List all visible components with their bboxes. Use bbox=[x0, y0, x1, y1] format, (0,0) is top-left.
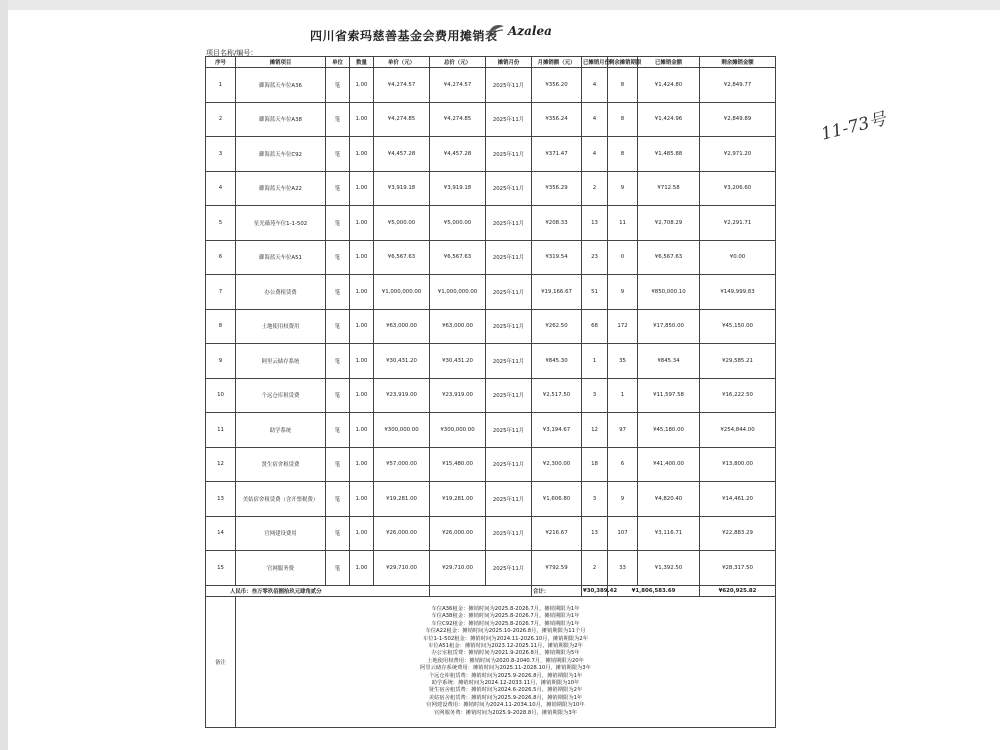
table-cell: 御海蓝天车位A38 bbox=[236, 102, 326, 137]
flower-logo-icon bbox=[486, 22, 506, 38]
column-header: 剩余摊销金额 bbox=[700, 57, 776, 68]
table-cell: ¥63,000.00 bbox=[374, 309, 430, 344]
table-cell: 笔 bbox=[326, 413, 350, 448]
table-cell: 笔 bbox=[326, 378, 350, 413]
table-cell: ¥4,274.57 bbox=[430, 68, 486, 103]
table-cell: ¥57,000.00 bbox=[374, 447, 430, 482]
table-cell: 星光薇苑车位1-1-502 bbox=[236, 206, 326, 241]
table-cell: 2025年11月 bbox=[486, 275, 532, 310]
remark-line: 阿里云储存系统费用：摊销时间为2025.11-2028.10月，摊销期限为3年 bbox=[420, 665, 591, 672]
table-cell: ¥19,281.00 bbox=[430, 482, 486, 517]
table-cell: ¥792.59 bbox=[532, 551, 582, 586]
total-amount-in-words: 人民币：叁万零玖佰捌拾玖元肆角贰分 bbox=[206, 585, 430, 596]
table-header-row bbox=[206, 57, 776, 68]
table-cell: ¥4,820.40 bbox=[638, 482, 700, 517]
table-cell: ¥11,597.58 bbox=[638, 378, 700, 413]
table-cell: 2025年11月 bbox=[486, 516, 532, 551]
column-header: 剩余摊销期限 bbox=[608, 57, 638, 68]
column-header: 单位 bbox=[326, 57, 350, 68]
table-cell: ¥850,000.10 bbox=[638, 275, 700, 310]
table-cell: ¥29,585.21 bbox=[700, 344, 776, 379]
table-cell: ¥22,883.29 bbox=[700, 516, 776, 551]
table-cell: 官网建设费用 bbox=[236, 516, 326, 551]
total-remaining-amount: ¥620,925.82 bbox=[700, 585, 776, 596]
table-cell: 13 bbox=[206, 482, 236, 517]
table-cell: 2025年11月 bbox=[486, 240, 532, 275]
table-cell: ¥41,400.00 bbox=[638, 447, 700, 482]
table-cell: 笔 bbox=[326, 275, 350, 310]
remark-notes bbox=[236, 596, 776, 727]
table-cell: ¥63,000.00 bbox=[430, 309, 486, 344]
table-cell: ¥3,116.71 bbox=[638, 516, 700, 551]
table-cell: ¥1,392.50 bbox=[638, 551, 700, 586]
remark-label: 备注 bbox=[206, 596, 236, 727]
table-cell: 7 bbox=[206, 275, 236, 310]
table-row bbox=[206, 171, 776, 206]
table-cell: 御海蓝天车位C92 bbox=[236, 137, 326, 172]
table-cell: 2 bbox=[206, 102, 236, 137]
table-cell: 笔 bbox=[326, 102, 350, 137]
table-cell: 美姑宿舍租赁费（含开票税费） bbox=[236, 482, 326, 517]
document-title: 四川省索玛慈善基金会费用摊销表 bbox=[310, 29, 498, 43]
remark-line: 助学系统：摊销时间为2024.12-2033.11月，摊销期限为10年 bbox=[431, 680, 580, 687]
table-cell: 2 bbox=[582, 171, 608, 206]
remark-line: 美姑宿舍租赁费：摊销时间为2025.9-2026.8月，摊销期限为1年 bbox=[428, 694, 583, 701]
table-cell: ¥6,567.63 bbox=[374, 240, 430, 275]
table-cell: ¥45,180.00 bbox=[638, 413, 700, 448]
table-cell: 1.00 bbox=[350, 378, 374, 413]
table-cell: ¥2,971.20 bbox=[700, 137, 776, 172]
table-row bbox=[206, 516, 776, 551]
table-cell: 2025年11月 bbox=[486, 102, 532, 137]
table-cell: ¥1,424.96 bbox=[638, 102, 700, 137]
table-cell: ¥300,000.00 bbox=[430, 413, 486, 448]
table-cell: 9 bbox=[608, 171, 638, 206]
table-cell: 6 bbox=[206, 240, 236, 275]
table-cell: 笔 bbox=[326, 551, 350, 586]
amortization-table bbox=[205, 56, 776, 728]
table-cell: ¥2,849.89 bbox=[700, 102, 776, 137]
table-cell: ¥19,166.67 bbox=[532, 275, 582, 310]
remark-row bbox=[206, 596, 776, 727]
table-cell: ¥14,461.20 bbox=[700, 482, 776, 517]
table-cell: ¥2,517.50 bbox=[532, 378, 582, 413]
table-cell: 2025年11月 bbox=[486, 447, 532, 482]
table-cell: 9 bbox=[608, 482, 638, 517]
table-cell: 68 bbox=[582, 309, 608, 344]
table-cell: 1.00 bbox=[350, 447, 374, 482]
table-cell: 3 bbox=[582, 482, 608, 517]
table-cell: 35 bbox=[608, 344, 638, 379]
table-cell: 1.00 bbox=[350, 309, 374, 344]
table-cell: 1.00 bbox=[350, 206, 374, 241]
table-cell: ¥29,710.00 bbox=[430, 551, 486, 586]
table-cell: 2025年11月 bbox=[486, 344, 532, 379]
table-cell: ¥19,281.00 bbox=[374, 482, 430, 517]
table-cell: 2025年11月 bbox=[486, 482, 532, 517]
table-cell: 2025年11月 bbox=[486, 551, 532, 586]
table-cell: ¥2,708.29 bbox=[638, 206, 700, 241]
table-cell: 1 bbox=[608, 378, 638, 413]
project-label: 项目名称/编号： bbox=[206, 49, 258, 57]
table-cell: 4 bbox=[582, 102, 608, 137]
table-cell: 笔 bbox=[326, 68, 350, 103]
table-cell: 13 bbox=[582, 206, 608, 241]
table-cell: ¥1,606.80 bbox=[532, 482, 582, 517]
table-cell: 8 bbox=[608, 102, 638, 137]
table-cell: 2025年11月 bbox=[486, 413, 532, 448]
table-cell: 笔 bbox=[326, 309, 350, 344]
table-cell: 9 bbox=[206, 344, 236, 379]
table-cell: 23 bbox=[582, 240, 608, 275]
table-cell: 2025年11月 bbox=[486, 206, 532, 241]
table-cell: 助学系统 bbox=[236, 413, 326, 448]
table-cell: 1.00 bbox=[350, 68, 374, 103]
table-cell: 0 bbox=[608, 240, 638, 275]
table-cell: ¥29,710.00 bbox=[374, 551, 430, 586]
remark-line: 车位A36租金：摊销时间为2025.8-2026.7月，摊销期限为1年 bbox=[431, 605, 580, 612]
table-cell: 2025年11月 bbox=[486, 309, 532, 344]
azalea-logo bbox=[486, 20, 576, 42]
table-cell: ¥4,274.57 bbox=[374, 68, 430, 103]
table-cell: 御海蓝天车位A51 bbox=[236, 240, 326, 275]
column-header: 数量 bbox=[350, 57, 374, 68]
table-cell: ¥4,274.85 bbox=[430, 102, 486, 137]
table-cell: ¥15,480.00 bbox=[430, 447, 486, 482]
table-cell: 3 bbox=[206, 137, 236, 172]
table-cell: ¥5,000.00 bbox=[430, 206, 486, 241]
table-cell: 御海蓝天车位A36 bbox=[236, 68, 326, 103]
table-cell: ¥254,844.00 bbox=[700, 413, 776, 448]
table-cell: 1.00 bbox=[350, 275, 374, 310]
total-spacer bbox=[430, 585, 532, 596]
table-row bbox=[206, 551, 776, 586]
total-sum-label: 合计： bbox=[532, 585, 582, 596]
scan-border-left bbox=[0, 0, 8, 750]
table-cell: ¥149,999.83 bbox=[700, 275, 776, 310]
table-cell: ¥2,300.00 bbox=[532, 447, 582, 482]
table-cell: ¥1,000,000.00 bbox=[374, 275, 430, 310]
total-amortized-amount: ¥1,806,583.69 bbox=[608, 585, 700, 596]
table-cell: 4 bbox=[206, 171, 236, 206]
table-cell: ¥30,431.20 bbox=[374, 344, 430, 379]
table-cell: ¥712.58 bbox=[638, 171, 700, 206]
table-cell: ¥216.67 bbox=[532, 516, 582, 551]
table-row bbox=[206, 240, 776, 275]
table-cell: ¥356.29 bbox=[532, 171, 582, 206]
table-cell: 3 bbox=[582, 378, 608, 413]
table-row bbox=[206, 137, 776, 172]
remark-line: 官网服务费：摊销时间为2025.9-2028.8月，摊销期限为3年 bbox=[434, 709, 577, 716]
table-cell: 2025年11月 bbox=[486, 171, 532, 206]
table-cell: 笔 bbox=[326, 240, 350, 275]
column-header: 总价（元） bbox=[430, 57, 486, 68]
table-cell: 1.00 bbox=[350, 240, 374, 275]
table-cell: ¥45,150.00 bbox=[700, 309, 776, 344]
table-cell: ¥1,424.80 bbox=[638, 68, 700, 103]
table-cell: 11 bbox=[206, 413, 236, 448]
column-header: 单价（元） bbox=[374, 57, 430, 68]
table-cell: 笔 bbox=[326, 482, 350, 517]
table-cell: ¥0.00 bbox=[700, 240, 776, 275]
table-cell: 1.00 bbox=[350, 344, 374, 379]
table-cell: 5 bbox=[206, 206, 236, 241]
table-row bbox=[206, 206, 776, 241]
table-cell: ¥2,291.71 bbox=[700, 206, 776, 241]
table-cell: 172 bbox=[608, 309, 638, 344]
table-cell: ¥23,919.00 bbox=[374, 378, 430, 413]
remark-line: 土地使用权费用：摊销时间为2020.8-2040.7月，摊销期限为20年 bbox=[427, 657, 584, 664]
table-cell: ¥356.24 bbox=[532, 102, 582, 137]
table-cell: 阿里云储存系统 bbox=[236, 344, 326, 379]
table-row bbox=[206, 68, 776, 103]
table-cell: ¥845.34 bbox=[638, 344, 700, 379]
table-cell: ¥17,850.00 bbox=[638, 309, 700, 344]
table-cell: 8 bbox=[608, 68, 638, 103]
table-cell: ¥208.33 bbox=[532, 206, 582, 241]
table-cell: ¥4,457.28 bbox=[430, 137, 486, 172]
table-cell: 18 bbox=[582, 447, 608, 482]
column-header: 已摊销金额 bbox=[638, 57, 700, 68]
scan-border-top bbox=[0, 0, 1000, 10]
remark-line: 办公室租赁费：摊销时间为2021.9-2026.8月，摊销期限为5年 bbox=[431, 650, 580, 657]
table-cell: ¥845.30 bbox=[532, 344, 582, 379]
table-cell: 2025年11月 bbox=[486, 378, 532, 413]
table-cell: 107 bbox=[608, 516, 638, 551]
table-cell: 51 bbox=[582, 275, 608, 310]
table-cell: 笔 bbox=[326, 206, 350, 241]
table-cell: ¥1,485.88 bbox=[638, 137, 700, 172]
table-cell: 15 bbox=[206, 551, 236, 586]
table-row bbox=[206, 447, 776, 482]
table-cell: 8 bbox=[608, 137, 638, 172]
table-cell: 1.00 bbox=[350, 482, 374, 517]
table-cell: 笔 bbox=[326, 137, 350, 172]
table-cell: ¥3,919.18 bbox=[430, 171, 486, 206]
table-cell: 2025年11月 bbox=[486, 68, 532, 103]
table-cell: 1.00 bbox=[350, 516, 374, 551]
table-cell: 个远仓库租赁费 bbox=[236, 378, 326, 413]
table-cell: 1.00 bbox=[350, 551, 374, 586]
remark-line: 车位A22租金：摊销时间为2025.10-2026.8月，摊销期限为11个月 bbox=[425, 628, 586, 635]
handwritten-note: 11-73号 bbox=[819, 109, 889, 145]
table-row bbox=[206, 344, 776, 379]
total-monthly-amount: ¥30,389.42 bbox=[582, 585, 608, 596]
table-cell: 土地使用权费用 bbox=[236, 309, 326, 344]
table-cell: 官网服务费 bbox=[236, 551, 326, 586]
table-cell: ¥3,919.18 bbox=[374, 171, 430, 206]
table-cell: 33 bbox=[608, 551, 638, 586]
table-cell: ¥319.54 bbox=[532, 240, 582, 275]
remark-line: 车位A38租金：摊销时间为2025.8-2026.7月，摊销期限为1年 bbox=[431, 613, 580, 620]
table-cell: 9 bbox=[608, 275, 638, 310]
table-cell: 1.00 bbox=[350, 137, 374, 172]
table-cell: ¥13,800.00 bbox=[700, 447, 776, 482]
table-row bbox=[206, 102, 776, 137]
table-cell: 笔 bbox=[326, 516, 350, 551]
table-cell: ¥4,274.85 bbox=[374, 102, 430, 137]
table-cell: 4 bbox=[582, 137, 608, 172]
table-cell: ¥6,567.63 bbox=[638, 240, 700, 275]
column-header: 序号 bbox=[206, 57, 236, 68]
table-cell: 2 bbox=[582, 551, 608, 586]
table-row bbox=[206, 275, 776, 310]
table-cell: 13 bbox=[582, 516, 608, 551]
table-cell: ¥30,431.20 bbox=[430, 344, 486, 379]
table-cell: 2025年11月 bbox=[486, 137, 532, 172]
column-header: 已摊销月份 bbox=[582, 57, 608, 68]
table-cell: 御海蓝天车位A22 bbox=[236, 171, 326, 206]
table-cell: ¥5,000.00 bbox=[374, 206, 430, 241]
table-cell: ¥300,000.00 bbox=[374, 413, 430, 448]
table-cell: 1 bbox=[206, 68, 236, 103]
remark-line: 贤生宿舍租赁费：摊销时间为2024.6-2026.5月，摊销期限为2年 bbox=[428, 687, 583, 694]
table-cell: ¥16,222.50 bbox=[700, 378, 776, 413]
table-cell: 12 bbox=[206, 447, 236, 482]
table-cell: 12 bbox=[582, 413, 608, 448]
total-row bbox=[206, 585, 776, 596]
table-cell: 11 bbox=[608, 206, 638, 241]
remark-line: 个远仓库租赁费：摊销时间为2025.9-2026.8月，摊销期限为1年 bbox=[428, 672, 583, 679]
table-cell: 14 bbox=[206, 516, 236, 551]
column-header: 月摊销额（元） bbox=[532, 57, 582, 68]
table-cell: ¥23,919.00 bbox=[430, 378, 486, 413]
column-header: 摊销项目 bbox=[236, 57, 326, 68]
remark-line: 车位1-1-502租金：摊销时间为2024.11-2026.10月，摊销期限为2年 bbox=[422, 635, 589, 642]
table-row bbox=[206, 482, 776, 517]
table-cell: 8 bbox=[206, 309, 236, 344]
table-row bbox=[206, 413, 776, 448]
table-cell: ¥26,000.00 bbox=[430, 516, 486, 551]
logo-text: Azalea bbox=[508, 24, 552, 38]
table-cell: ¥3,194.67 bbox=[532, 413, 582, 448]
table-cell: 笔 bbox=[326, 344, 350, 379]
table-cell: 1 bbox=[582, 344, 608, 379]
table-cell: 1.00 bbox=[350, 102, 374, 137]
remark-line: 官网建设费用：摊销时间为2024.11-2034.10月，摊销期限为10年 bbox=[426, 702, 585, 709]
table-cell: 10 bbox=[206, 378, 236, 413]
table-cell: ¥356.20 bbox=[532, 68, 582, 103]
table-cell: ¥2,849.77 bbox=[700, 68, 776, 103]
table-cell: 6 bbox=[608, 447, 638, 482]
table-cell: ¥4,457.28 bbox=[374, 137, 430, 172]
table-cell: 办公费租赁费 bbox=[236, 275, 326, 310]
table-cell: ¥262.50 bbox=[532, 309, 582, 344]
table-cell: ¥6,567.63 bbox=[430, 240, 486, 275]
column-header: 摊销月份 bbox=[486, 57, 532, 68]
remark-line: 车位C92租金：摊销时间为2025.8-2026.7月，摊销期限为1年 bbox=[431, 620, 580, 627]
table-cell: 1.00 bbox=[350, 171, 374, 206]
table-cell: 笔 bbox=[326, 447, 350, 482]
table-cell: 笔 bbox=[326, 171, 350, 206]
table-cell: ¥28,317.50 bbox=[700, 551, 776, 586]
table-row bbox=[206, 309, 776, 344]
table-cell: ¥26,000.00 bbox=[374, 516, 430, 551]
remark-line: 车位A51租金：摊销时间为2023.12-2025.11月，摊销期限为2年 bbox=[428, 642, 583, 649]
table-cell: 4 bbox=[582, 68, 608, 103]
table-cell: ¥3,206.60 bbox=[700, 171, 776, 206]
table-cell: ¥371.47 bbox=[532, 137, 582, 172]
table-row bbox=[206, 378, 776, 413]
table-cell: ¥1,000,000.00 bbox=[430, 275, 486, 310]
table-cell: 97 bbox=[608, 413, 638, 448]
table-cell: 1.00 bbox=[350, 413, 374, 448]
table-cell: 贤生宿舍租赁费 bbox=[236, 447, 326, 482]
